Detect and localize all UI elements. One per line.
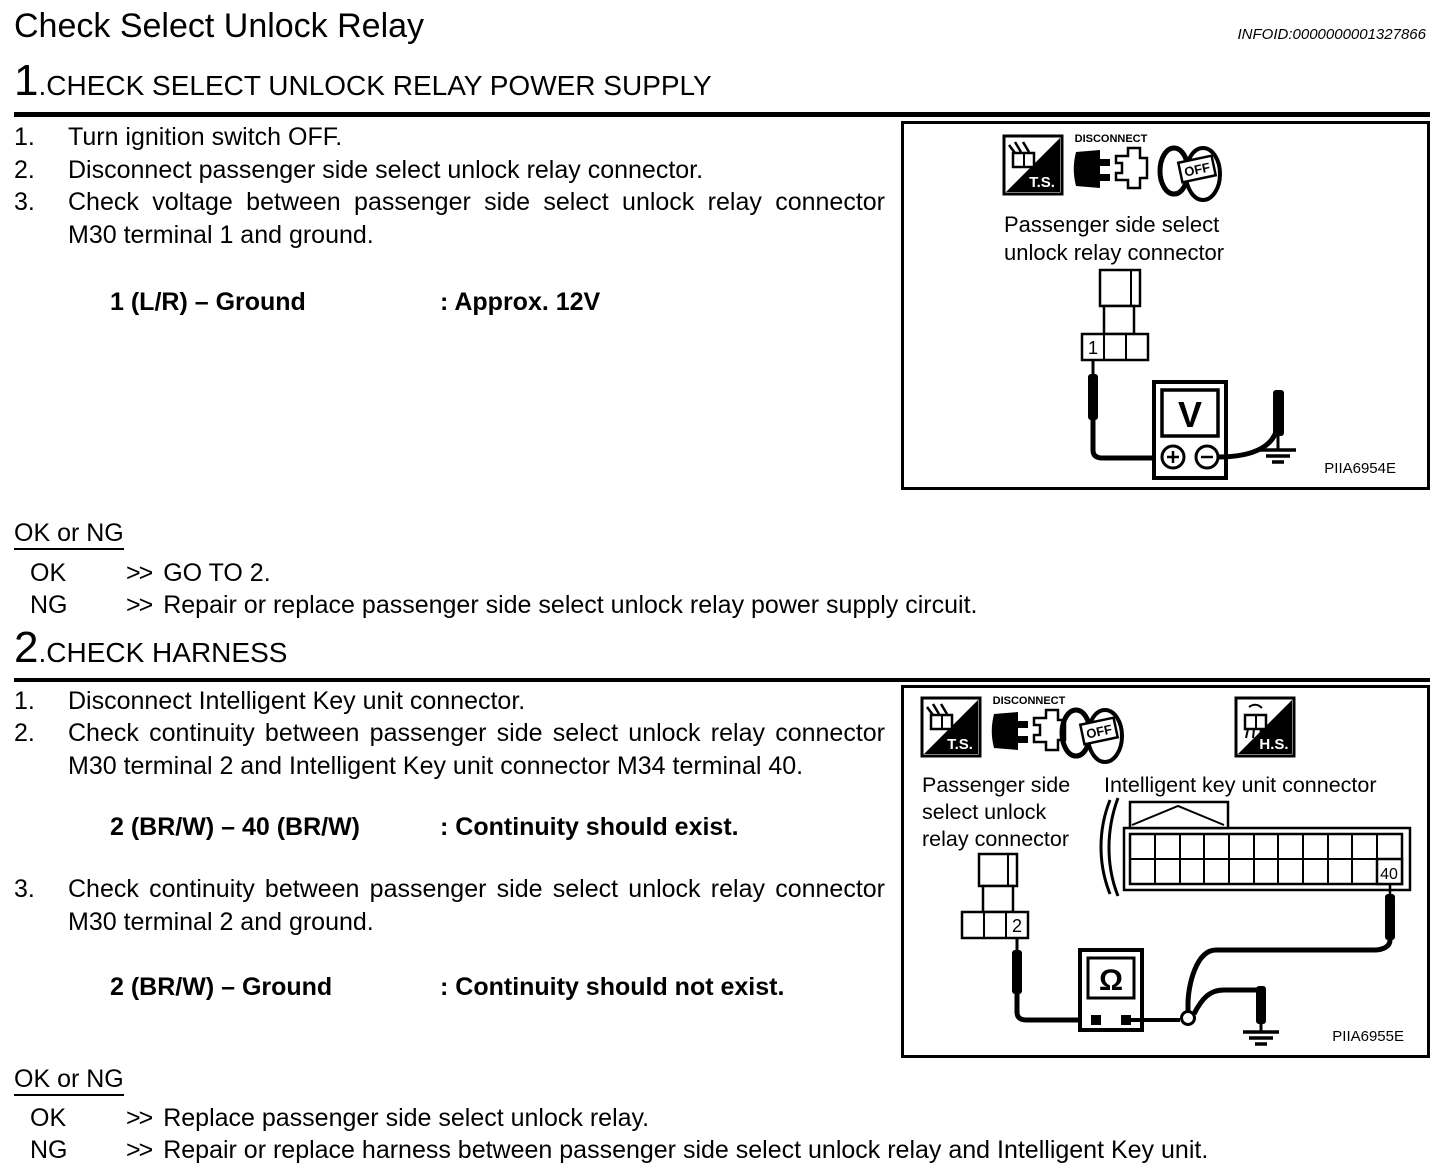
ground-lead (1194, 986, 1266, 1024)
result-text: Repair or replace harness between passenger side select unlock relay and Intelligent Key unit. (163, 1136, 1209, 1165)
section1-dot: . (38, 70, 47, 102)
figure-caption-left3: relay connector (922, 826, 1069, 851)
ground-symbol (1260, 436, 1296, 462)
key-off-icon (1062, 710, 1122, 762)
ohmmeter-label: Ω (1098, 963, 1124, 997)
ok-or-ng-label: OK or NG (14, 519, 124, 550)
figure-caption-line2: unlock relay connector (1004, 240, 1225, 266)
step-text: Disconnect Intelligent Key unit connector. (68, 686, 526, 715)
key-off-icon (1160, 148, 1220, 200)
figure-power-supply-svg (904, 124, 1427, 482)
step-number: 3. (14, 188, 35, 217)
spec-terminals: 1 (L/R) – Ground (110, 288, 306, 317)
figure-caption-line1: Passenger side select (1004, 212, 1220, 238)
section1-steps (14, 121, 885, 490)
figure-harness-check (901, 685, 1430, 1058)
step-text: Check voltage between passenger side select unlock relay connector M30 terminal 1 and ground. (68, 188, 885, 249)
step-item (14, 186, 885, 251)
continuity-spec-1 (110, 812, 885, 843)
result-arrow: >> (126, 1103, 152, 1132)
figure-power-supply-check (901, 121, 1430, 490)
ts-label: T.S. (947, 735, 973, 753)
step-number: 3. (14, 875, 35, 904)
disconnect-icon (1074, 133, 1148, 188)
page-title: Check Select Unlock Relay (14, 7, 425, 45)
ts-icon (1004, 136, 1062, 194)
section2-number: 2 (14, 622, 39, 672)
step-text: Turn ignition switch OFF. (68, 123, 343, 152)
wire-junction (1182, 1011, 1195, 1024)
result-arrow: >> (126, 591, 152, 620)
terminal-2-label: 2 (1011, 915, 1023, 936)
step-text: Check continuity between passenger side select unlock relay connector M30 terminal 2 and Intelligent Key unit connector M34 terminal 40. (68, 719, 885, 780)
spec-value: : Continuity should exist. (440, 813, 739, 842)
step-item (14, 873, 885, 938)
figure-caption-left1: Passenger side (922, 772, 1071, 797)
key-off-label: OFF (1182, 159, 1212, 180)
result-arrow: >> (126, 1136, 152, 1165)
disconnect-label: DISCONNECT (1074, 133, 1148, 146)
figure-caption-left2: select unlock (922, 799, 1047, 824)
result-text: GO TO 2. (163, 558, 271, 587)
intelligent-key-unit-connector-drawing (1101, 798, 1410, 896)
ground-symbol (1243, 1024, 1279, 1044)
result-term: NG (30, 1136, 68, 1165)
ts-label: T.S. (1029, 174, 1055, 192)
ts-icon (922, 698, 980, 756)
hs-icon (1236, 698, 1294, 756)
step-item (14, 717, 885, 782)
figure-code: PIIA6955E (1332, 1027, 1404, 1045)
voltmeter-drawing (1154, 382, 1226, 478)
test-lead-left (1088, 360, 1160, 458)
section1-number: 1 (14, 56, 39, 106)
step-text: Disconnect passenger side select unlock relay connector. (68, 155, 704, 184)
figure-harness-svg (904, 688, 1427, 1050)
continuity-spec-2 (110, 972, 885, 1003)
terminal-1-label: 1 (1087, 338, 1099, 359)
section1-rule (14, 112, 1430, 117)
voltage-spec (110, 287, 885, 318)
relay-connector-drawing (1082, 270, 1148, 360)
key-off-label: OFF (1084, 721, 1114, 742)
step-number: 1. (14, 686, 35, 715)
result-text: Replace passenger side select unlock relay. (163, 1103, 650, 1132)
ok-or-ng-heading (14, 1064, 1430, 1095)
spec-terminals: 2 (BR/W) – 40 (BR/W) (110, 813, 360, 842)
section2-steps (14, 685, 885, 1058)
terminal-40-label: 40 (1380, 865, 1398, 883)
step-number: 2. (14, 719, 35, 748)
spec-value: : Continuity should not exist. (440, 973, 785, 1002)
step-number: 1. (14, 123, 35, 152)
voltmeter-label: V (1177, 394, 1203, 436)
spec-value: : Approx. 12V (440, 288, 601, 317)
section2-heading (14, 622, 1430, 672)
figure-code: PIIA6954E (1324, 460, 1396, 478)
section1-results (14, 557, 1430, 622)
section1-heading (14, 56, 1430, 106)
result-arrow: >> (126, 558, 152, 587)
disconnect-label: DISCONNECT (992, 694, 1066, 707)
result-term: NG (30, 591, 68, 620)
step-item (14, 685, 885, 718)
section1-body (14, 121, 1430, 490)
section2-dot: . (38, 636, 47, 668)
result-term: OK (30, 558, 67, 587)
step-item (14, 121, 885, 154)
result-text: Repair or replace passenger side select unlock relay power supply circuit. (163, 591, 978, 620)
section2-results (14, 1102, 1430, 1167)
result-row (14, 1102, 1430, 1135)
result-row (14, 589, 1430, 622)
spec-terminals: 2 (BR/W) – Ground (110, 973, 333, 1002)
step-item (14, 154, 885, 187)
disconnect-icon (992, 695, 1066, 750)
figure-caption-right: Intelligent key unit connector (1104, 772, 1377, 797)
ok-or-ng-label: OK or NG (14, 1065, 124, 1096)
section2-body (14, 685, 1430, 1058)
step-text: Check continuity between passenger side select unlock relay connector M30 terminal 2 and ground. (68, 875, 885, 936)
result-row (14, 557, 1430, 590)
section2-title: CHECK HARNESS (46, 636, 288, 668)
section2-rule (14, 678, 1430, 682)
step-number: 2. (14, 155, 35, 184)
relay-connector-drawing (962, 854, 1028, 938)
result-term: OK (30, 1103, 67, 1132)
section1-title: CHECK SELECT UNLOCK RELAY POWER SUPPLY (46, 70, 712, 102)
result-row (14, 1134, 1430, 1167)
infoid-code: INFOID:0000000001327866 (1237, 26, 1426, 43)
hs-label: H.S. (1259, 735, 1289, 753)
ok-or-ng-heading (14, 518, 1430, 549)
